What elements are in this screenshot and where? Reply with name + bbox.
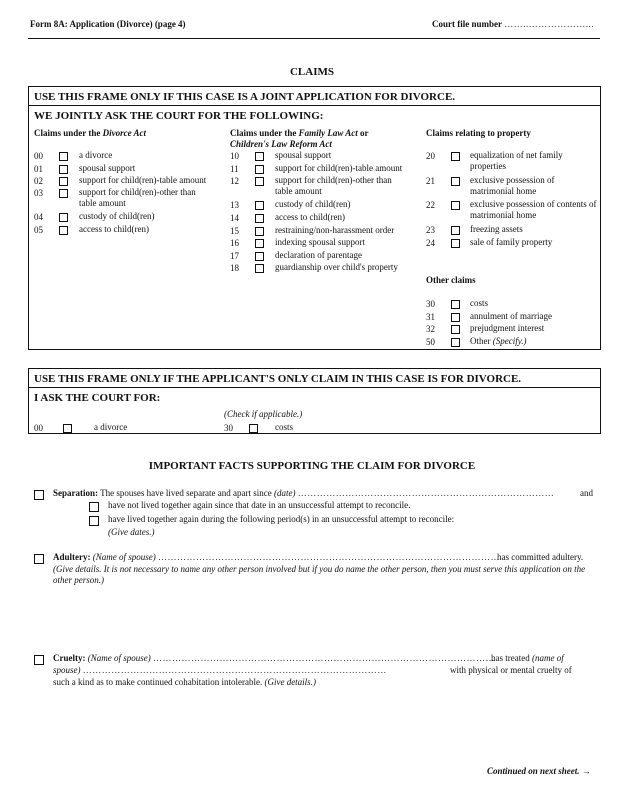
claim-label: guardianship over child's property xyxy=(275,262,398,272)
check-if-applicable-note: (Check if applicable.) xyxy=(224,409,303,419)
checkbox-claim-04[interactable] xyxy=(59,213,68,222)
joint-ask-label: WE JOINTLY ASK THE COURT FOR THE FOLLOWING: xyxy=(34,110,324,122)
claim-num: 12 xyxy=(230,176,239,186)
claim-label: prejudgment interest xyxy=(470,323,545,333)
checkbox-claim-32[interactable] xyxy=(451,325,460,334)
claim-label: access to child(ren) xyxy=(79,224,149,234)
claim-num: 05 xyxy=(34,225,43,235)
claim-num: 16 xyxy=(230,238,239,248)
claim-label: spousal support xyxy=(79,163,136,173)
claim-label: costs xyxy=(470,298,488,308)
sole-frame-title: USE THIS FRAME ONLY IF THE APPLICANT'S ONLY CLAIM IN THIS CASE IS FOR DIVORCE. xyxy=(34,373,522,385)
court-file-number: Court file number ……..………………... xyxy=(432,19,594,29)
claim-label: indexing spousal support xyxy=(275,237,365,247)
claim-num: 00 xyxy=(34,151,43,161)
checkbox-claim-00[interactable] xyxy=(59,152,68,161)
header-rule xyxy=(28,38,600,39)
claim-num: 20 xyxy=(426,151,435,161)
checkbox-claim-03[interactable] xyxy=(59,189,68,198)
checkbox-claim-17[interactable] xyxy=(255,252,264,261)
sole-item-label: a divorce xyxy=(94,422,128,432)
claim-num: 13 xyxy=(230,200,239,210)
claim-num: 04 xyxy=(34,212,43,222)
checkbox-not-lived-together[interactable] xyxy=(89,502,99,512)
checkbox-claim-12[interactable] xyxy=(255,177,264,186)
claim-label: spousal support xyxy=(275,150,332,160)
claim-num: 30 xyxy=(426,299,435,309)
form-title: Form 8A: Application (Divorce) (page 4) xyxy=(30,19,186,29)
checkbox-claim-18[interactable] xyxy=(255,264,264,273)
separation-option-1: have not lived together again since that date in an unsuccessful attempt to reconcile. xyxy=(108,500,411,510)
claim-label: exclusive possession of matrimonial home xyxy=(470,175,555,196)
claim-num: 22 xyxy=(426,200,435,210)
section-title-claims: CLAIMS xyxy=(289,66,334,78)
separation-line: Separation: The spouses have lived separate and apart since (date) ……………………………………………………………………… xyxy=(53,488,555,498)
checkbox-sole-divorce[interactable] xyxy=(63,424,72,433)
continued-next-sheet: Continued on next sheet. → xyxy=(487,766,591,776)
checkbox-claim-13[interactable] xyxy=(255,201,264,210)
checkbox-claim-05[interactable] xyxy=(59,226,68,235)
claim-label: Other (Specify.) xyxy=(470,336,527,346)
separation-and: and xyxy=(580,488,593,498)
claim-num: 03 xyxy=(34,188,43,198)
joint-frame-title: USE THIS FRAME ONLY IF THIS CASE IS A JOINT APPLICATION FOR DIVORCE. xyxy=(34,91,456,103)
claim-label: restraining/non-harassment order xyxy=(275,225,395,235)
checkbox-claim-02[interactable] xyxy=(59,177,68,186)
checkbox-claim-11[interactable] xyxy=(255,165,264,174)
adultery-tail: has committed adultery. xyxy=(497,552,584,562)
frame-divider xyxy=(28,387,601,388)
claim-num: 02 xyxy=(34,176,43,186)
checkbox-claim-10[interactable] xyxy=(255,152,264,161)
facts-title: IMPORTANT FACTS SUPPORTING THE CLAIM FOR DIVORCE xyxy=(148,460,476,472)
checkbox-claim-30[interactable] xyxy=(451,300,460,309)
cruelty-tail: with physical or mental cruelty of xyxy=(450,665,572,675)
checkbox-claim-01[interactable] xyxy=(59,165,68,174)
other-claims-heading: Other claims xyxy=(426,275,476,285)
checkbox-claim-15[interactable] xyxy=(255,227,264,236)
claim-label: support for child(ren)-other than table amount xyxy=(79,187,196,208)
claim-num: 11 xyxy=(230,164,239,174)
col3-heading: Claims relating to property xyxy=(426,128,531,138)
sole-item-num: 00 xyxy=(34,423,43,433)
checkbox-claim-14[interactable] xyxy=(255,214,264,223)
claim-num: 31 xyxy=(426,312,435,322)
checkbox-claim-22[interactable] xyxy=(451,201,460,210)
claim-num: 10 xyxy=(230,151,239,161)
arrow-right-icon: → xyxy=(581,766,591,776)
checkbox-claim-50[interactable] xyxy=(451,338,460,347)
checkbox-claim-16[interactable] xyxy=(255,239,264,248)
checkbox-claim-23[interactable] xyxy=(451,226,460,235)
checkbox-cruelty[interactable] xyxy=(34,655,44,665)
adultery-line: Adultery: (Name of spouse) ……………………………………………………………………………………………… xyxy=(53,552,500,562)
separation-option-2: have lived together again during the following period(s) in an unsuccessful attempt to reconcile: xyxy=(108,514,455,524)
adultery-note: (Give details. It is not necessary to name any other person involved but if you do name the other person, then you must serve this application on the other person.) xyxy=(53,564,586,585)
claim-label: annulment of marriage xyxy=(470,311,552,321)
frame-divider xyxy=(28,105,601,106)
sole-ask-label: I ASK THE COURT FOR: xyxy=(34,392,161,404)
claim-label: access to child(ren) xyxy=(275,212,345,222)
claim-num: 17 xyxy=(230,251,239,261)
cruelty-line-1: Cruelty: (Name of spouse) ……………………………………………………………………………………………… xyxy=(53,653,495,663)
sole-item-num: 30 xyxy=(224,423,233,433)
checkbox-adultery[interactable] xyxy=(34,554,44,564)
cruelty-line-2: spouse) …………………………………………………………………………………… xyxy=(53,665,387,675)
claim-num: 21 xyxy=(426,176,435,186)
claim-label: exclusive possession of contents of matrimonial home xyxy=(470,199,597,220)
cruelty-line-3: such a kind as to make continued cohabitation intolerable. (Give details.) xyxy=(53,677,316,687)
claim-num: 15 xyxy=(230,226,239,236)
col1-heading: Claims under the Divorce Act xyxy=(34,128,146,138)
give-dates-note: (Give dates.) xyxy=(108,527,155,537)
checkbox-claim-24[interactable] xyxy=(451,239,460,248)
claim-num: 32 xyxy=(426,324,435,334)
checkbox-claim-20[interactable] xyxy=(451,152,460,161)
claim-num: 50 xyxy=(426,337,435,347)
checkbox-sole-costs[interactable] xyxy=(249,424,258,433)
claim-label: support for child(ren)-other than table amount xyxy=(275,175,392,196)
col2-heading: Claims under the Family Law Act or Children's Law Reform Act xyxy=(230,128,369,149)
claim-label: declaration of parentage xyxy=(275,250,362,260)
claim-label: support for child(ren)-table amount xyxy=(79,175,207,185)
claim-num: 24 xyxy=(426,238,435,248)
claim-label: freezing assets xyxy=(470,224,523,234)
claim-label: custody of child(ren) xyxy=(79,211,155,221)
checkbox-claim-21[interactable] xyxy=(451,177,460,186)
claim-label: equalization of net family properties xyxy=(470,150,563,171)
claim-num: 18 xyxy=(230,263,239,273)
claim-num: 01 xyxy=(34,164,43,174)
claim-label: sale of family property xyxy=(470,237,553,247)
checkbox-claim-31[interactable] xyxy=(451,313,460,322)
checkbox-lived-together-again[interactable] xyxy=(89,516,99,526)
checkbox-separation[interactable] xyxy=(34,490,44,500)
claim-num: 23 xyxy=(426,225,435,235)
claim-label: a divorce xyxy=(79,150,113,160)
cruelty-treated: has treated (name of xyxy=(491,653,564,663)
claim-num: 14 xyxy=(230,213,239,223)
claim-label: custody of child(ren) xyxy=(275,199,351,209)
claim-label: support for child(ren)-table amount xyxy=(275,163,403,173)
sole-item-label: costs xyxy=(275,422,293,432)
